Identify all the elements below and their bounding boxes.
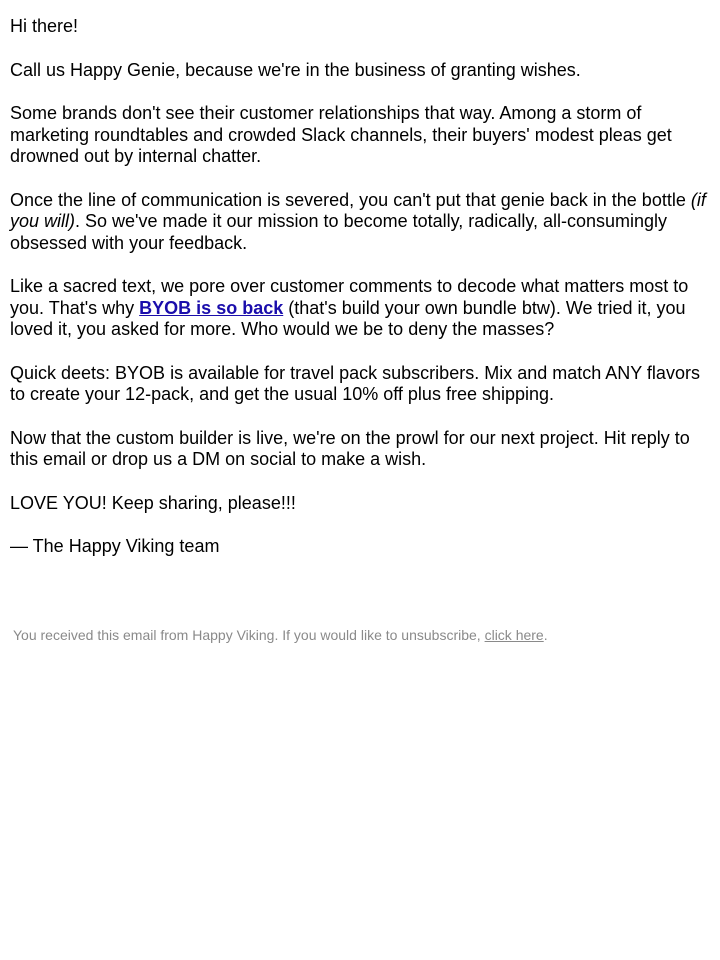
paragraph-genie: Call us Happy Genie, because we're in the business of granting wishes. (10, 59, 581, 80)
greeting: Hi there! (10, 16, 79, 36)
paragraph-deets: Quick deets: BYOB is available for travel pack subscribers. Mix and match ANY flavors to create your 12-pack, and get the usual 10% off plus free shipping. (10, 362, 700, 404)
unsubscribe-link[interactable]: click here (484, 626, 544, 643)
paragraph-love: LOVE YOU! Keep sharing, please!!! (10, 492, 296, 513)
byob-link[interactable]: BYOB is so back (139, 297, 284, 318)
paragraph-byob (10, 276, 710, 341)
footer-text: You received this email from Happy Viking. If you would like to unsubscribe, (13, 626, 485, 643)
paragraph-communication (10, 190, 710, 255)
paragraph-next-project: Now that the custom builder is live, we're on the prowl for our next project. Hit reply to this email or drop us a DM on social to make a wish. (10, 427, 690, 469)
footer-period: . (543, 626, 548, 643)
paragraph-brands: Some brands don't see their customer relationships that way. Among a storm of marketing roundtables and crowded Slack channels, their buyers' modest pleas get drowned out by internal chatter. (10, 103, 672, 166)
paragraph-byob-text-end: (that's build your own bundle btw). We tried it, you loved it, you asked for more. Who would we be to deny the masses? (10, 297, 686, 339)
paragraph-byob-text: Like a sacred text, we pore over customer comments to decode what matters most to you. That's why (10, 276, 689, 318)
footer (0, 626, 720, 644)
signoff: — The Happy Viking team (10, 536, 220, 556)
paragraph-communication-text: Once the line of communication is severed, you can't put that genie back in the bottle (10, 189, 691, 210)
paragraph-communication-text-end: . So we've made it our mission to become totally, radically, all-consumingly obsessed with your feedback. (10, 211, 668, 253)
paragraph-communication-italic: (if you will) (10, 189, 706, 231)
